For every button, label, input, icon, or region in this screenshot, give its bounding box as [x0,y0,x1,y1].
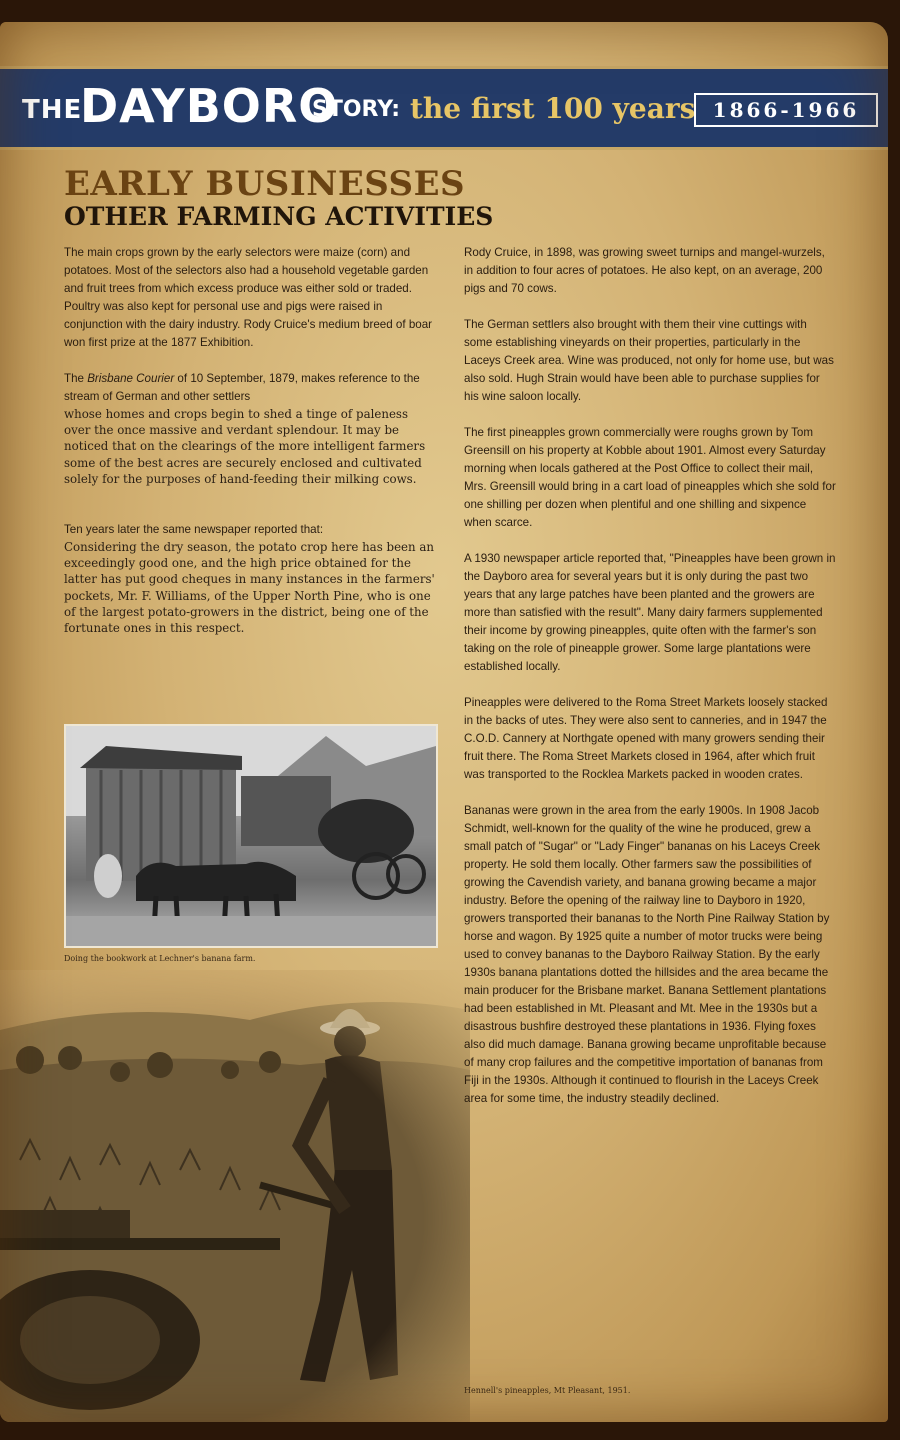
paragraph-suffix: of 10 September, 1879, makes reference to the stream of German and other settlers [64,372,420,403]
paragraph-prefix: The [64,372,88,385]
right-paragraph-4: A 1930 newspaper article reported that, "Pineapples have been grown in the Dayboro area for several years but it is only during the past two years that any large patches have been planted and the growers are more than satisfied with the result". Many dairy farmers supplemented their income by growing pineapples, quite often with the farmer's son taking on the role of pineapple grower. Some large plantations were established locally. [464,552,836,673]
photo-caption-2: Hennell's pineapples, Mt Pleasant, 1951. [464,1386,631,1395]
page-subtitle: OTHER FARMING ACTIVITIES [64,202,494,231]
photo-pineapple-farmer [0,970,470,1422]
right-paragraph-6: Bananas were grown in the area from the early 1900s. In 1908 Jacob Schmidt, well-known for the quality of the wine he produced, grew a small patch of "Sugar" or "Lady Finger" bananas on his Laceys Creek property. He sold them locally. Other farmers saw the possibilities of growing the Cavendish variety, and banana growing became a major industry. Before the opening of the railway line to Dayboro in 1920, growers transported their bananas to the North Pine Railway Station by horse and wagon. By 1925 quite a number of motor trucks were being used to convey bananas to the Dayboro Railway Station. By the early 1930s banana plantations dotted the hillsides and the area became the main producer for the Brisbane market. Banana Settlement plantations had been established in Mt. Pleasant and Mt. Mee in the 1930s but a disastrous bushfire destroyed these plantations in 1936. Flying foxes also did much damage. Banana growing became unprofitable because of many crop failures and the competitive importation of bananas from Fiji in the 1930s. Although it continued to flourish in the Laceys Creek area for some time, the industry steadily declined. [464,804,830,1105]
left-paragraph-1: The main crops grown by the early selectors were maize (corn) and potatoes. Most of the selectors also had a household vegetable garden and fruit trees from which excess produce was either sold or traded. Poultry was also kept for personal use and pigs were raised in conjunction with the dairy industry. Rody Cruice's medium breed of boar won first prize at the 1877 Exhibition. [64,246,433,349]
document-page [0,22,888,1422]
banner-story: STORY: [312,97,401,122]
photo-caption-1: Doing the bookwork at Lechner's banana farm. [64,954,256,963]
banner-subtitle: the first 100 years [410,92,696,125]
left-paragraph-2 [64,370,436,406]
title-banner [0,66,888,150]
banner-dayboro: DAYBORO [80,79,339,133]
farmer-illustration [0,970,470,1422]
newspaper-name: Brisbane Courier [87,372,175,385]
quote-block-2: Considering the dry season, the potato crop here has been an exceedingly good one, and the high price obtained for the latter has put good cheques in many instances in the farmers' pockets, Mr. F. Williams, of the Upper North Pine, who is one of the largest potato-growers in the district, being one of the fortunate ones in this respect. [64,540,435,636]
page-title: EARLY BUSINESSES [64,164,466,204]
left-paragraph-3: Ten years later the same newspaper reported that: [64,523,324,537]
left-column [64,244,436,654]
right-paragraph-5: Pineapples were delivered to the Roma Street Markets loosely stacked in the backs of utes. They were also sent to canneries, and in 1947 the C.O.D. Cannery at Northgate opened with many growers sending their fruit there. The Roma Street Markets closed in 1964, after which fruit was transported to the Rocklea Markets packed in wooden crates. [464,696,828,781]
photo-banana-farm [64,724,438,948]
shed-horses-illustration [66,726,436,946]
right-column [464,244,836,1126]
quote-block-1: whose homes and crops begin to shed a tinge of paleness over the once massive and verdant splendour. It may be noticed that on the clearings of the more intelligent farmers some of the best acres are securely enclosed and cultivated solely for the purposes of hand-feeding their milking cows. [64,407,426,486]
right-paragraph-1: Rody Cruice, in 1898, was growing sweet turnips and mangel-wurzels, in addition to four acres of potatoes. He also kept, on an average, 200 pigs and 70 cows. [464,246,825,295]
banner-the: THE [22,95,83,125]
right-paragraph-2: The German settlers also brought with them their vine cuttings with some establishing vineyards on their properties, particularly in the Laceys Creek area. Wine was produced, not only for home use, but was also sold. Hugh Strain would have been able to purchase supplies for his wine saloon locally. [464,318,834,403]
right-paragraph-3: The first pineapples grown commercially were roughs grown by Tom Greensill on his property at Kobble about 1901. Almost every Saturday morning when locals gathered at the Post Office to collect their mail, Mrs. Greensill would bring in a cart load of pineapples which she sold for one shilling per dozen when plentiful and one shilling and sixpence when scarce. [464,426,836,529]
banner-years-box: 1866-1966 [694,93,878,127]
